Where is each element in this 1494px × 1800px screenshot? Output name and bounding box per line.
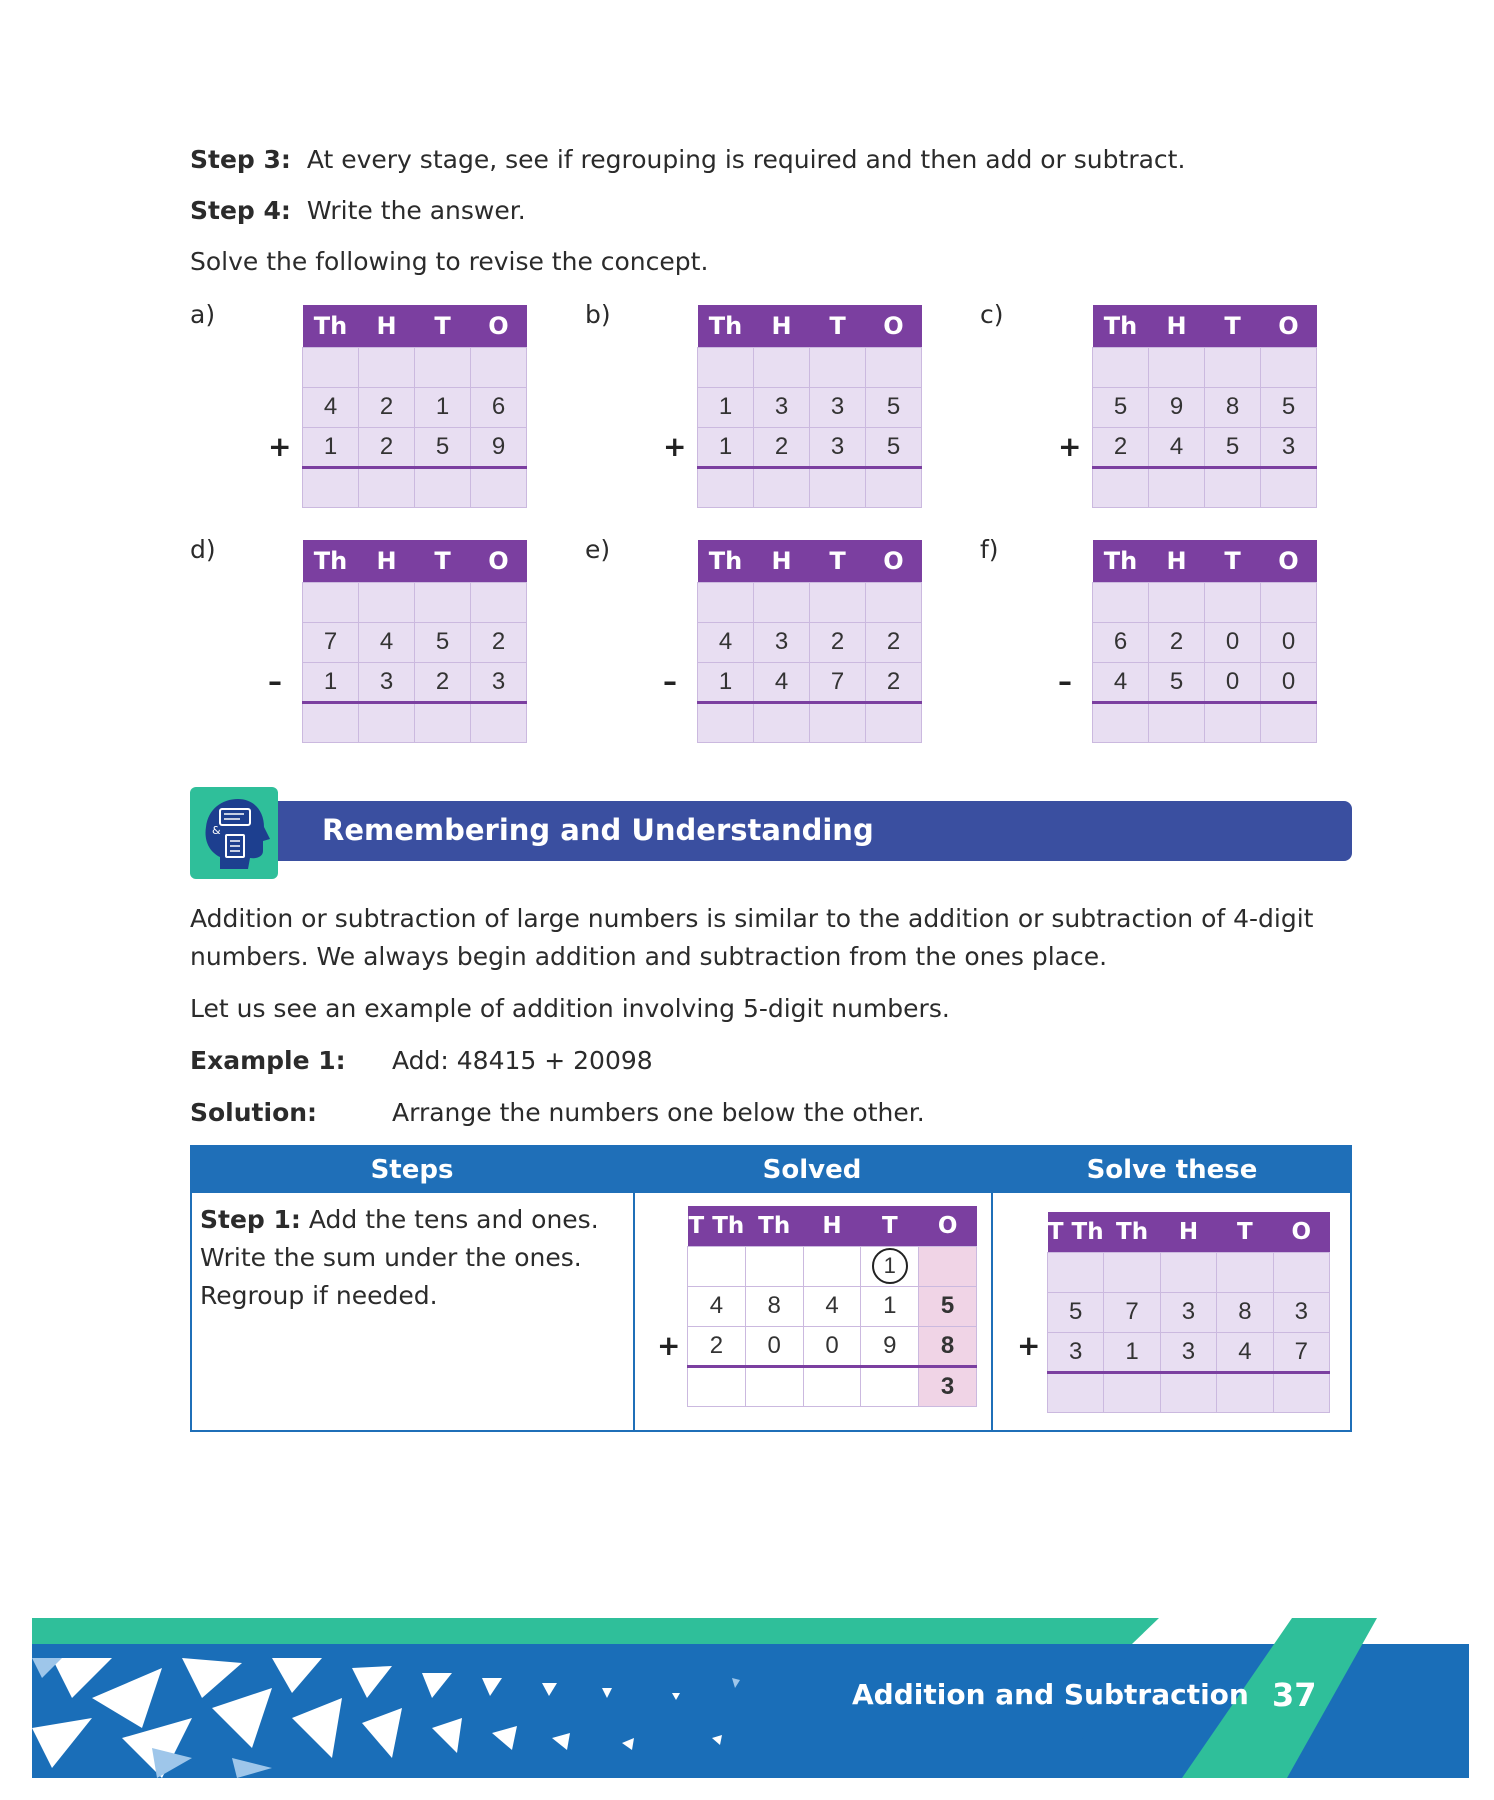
digit-cell: 2	[471, 622, 527, 662]
digit-cell: 1	[1104, 1332, 1160, 1372]
carry-cell[interactable]	[1261, 582, 1317, 622]
carry-cell[interactable]	[415, 347, 471, 387]
answer-cell[interactable]	[1048, 1372, 1104, 1412]
answer-row	[1048, 1372, 1330, 1412]
minus-sign: –	[1058, 665, 1072, 698]
answer-row	[698, 702, 922, 742]
carry-row	[1093, 582, 1317, 622]
answer-cell	[688, 1366, 746, 1406]
answer-cell[interactable]	[1149, 467, 1205, 507]
section-banner	[240, 801, 1352, 861]
pv-header-cell: T	[415, 305, 471, 347]
digit-cell: 1	[861, 1286, 919, 1326]
digit-cell: 5	[919, 1286, 977, 1326]
header-steps: Steps	[370, 1155, 454, 1185]
answer-row	[303, 702, 527, 742]
addend-row-1	[688, 1286, 977, 1326]
exercise-label: c)	[980, 300, 1004, 329]
pv-header-cell: O	[1261, 540, 1317, 582]
carry-cell[interactable]	[810, 347, 866, 387]
digit-cell: 4	[803, 1286, 861, 1326]
digit-row	[303, 387, 527, 427]
pv-header-cell: O	[1261, 305, 1317, 347]
digit-cell: 5	[415, 622, 471, 662]
digit-row	[303, 662, 527, 702]
page-footer	[32, 1618, 1469, 1778]
carry-cell[interactable]	[1261, 347, 1317, 387]
digit-row	[1093, 387, 1317, 427]
answer-cell[interactable]	[359, 467, 415, 507]
digit-cell: 5	[1149, 662, 1205, 702]
steps-table-header	[192, 1147, 1350, 1193]
carry-digit: 1	[872, 1248, 908, 1284]
digit-row	[698, 427, 922, 467]
example-line	[190, 1046, 346, 1075]
carry-cell[interactable]	[471, 347, 527, 387]
para1-line1: Addition or subtraction of large numbers is similar to the addition or subtraction of 4-digit	[190, 904, 1314, 933]
digit-cell: 4	[359, 622, 415, 662]
pv-header-cell: H	[754, 540, 810, 582]
answer-cell[interactable]	[754, 467, 810, 507]
step3-line	[190, 145, 1185, 174]
answer-cell	[803, 1366, 861, 1406]
digit-cell: 7	[810, 662, 866, 702]
place-value-table	[1092, 305, 1317, 508]
pv-header-cell: T	[1205, 540, 1261, 582]
carry-cell[interactable]	[1093, 347, 1149, 387]
cell[interactable]	[1273, 1252, 1329, 1292]
answer-ones-cell: 3	[919, 1366, 977, 1406]
digit-cell: 4	[303, 387, 359, 427]
carry-cell[interactable]	[1093, 582, 1149, 622]
icon-ampersand: &	[212, 824, 221, 837]
digit-cell: 3	[471, 662, 527, 702]
digit-cell: 4	[698, 622, 754, 662]
carry-row	[303, 347, 527, 387]
exercise-label: e)	[585, 535, 611, 564]
plus-sign: +	[1058, 430, 1082, 463]
pv-header-cell: T	[810, 305, 866, 347]
carry-cell[interactable]	[866, 347, 922, 387]
pv-header-cell: Th	[698, 540, 754, 582]
digit-cell: 5	[866, 387, 922, 427]
step3-text: At every stage, see if regrouping is required and then add or subtract.	[306, 145, 1186, 174]
digit-cell: 2	[359, 427, 415, 467]
para1-line2: numbers. We always begin addition and subtraction from the ones place.	[190, 942, 1108, 971]
answer-row	[1093, 702, 1317, 742]
digit-cell: 0	[1205, 662, 1261, 702]
digit-row	[698, 387, 922, 427]
header-th: Th	[745, 1206, 803, 1246]
answer-cell[interactable]	[415, 702, 471, 742]
cell	[803, 1246, 861, 1286]
pv-header-cell: H	[359, 540, 415, 582]
example-text: Add: 48415 + 20098	[392, 1046, 653, 1075]
pv-header-cell: H	[359, 305, 415, 347]
cell[interactable]	[1217, 1252, 1273, 1292]
step1-label: Step 1:	[200, 1205, 301, 1234]
digit-cell: 2	[866, 622, 922, 662]
carry-cell[interactable]	[1205, 347, 1261, 387]
pv-header-row	[1048, 1212, 1330, 1252]
carry-cell[interactable]	[359, 582, 415, 622]
answer-cell[interactable]	[471, 702, 527, 742]
exercise-label: f)	[980, 535, 999, 564]
cell	[919, 1246, 977, 1286]
carry-cell[interactable]	[698, 582, 754, 622]
answer-cell[interactable]	[1261, 702, 1317, 742]
digit-cell: 2	[810, 622, 866, 662]
revise-line: Solve the following to revise the concept.	[190, 247, 709, 276]
pv-header-row	[303, 540, 527, 582]
pv-header-cell: O	[866, 540, 922, 582]
footer-chapter-title: Addition and Subtraction	[852, 1678, 1249, 1711]
pv-header-row	[303, 305, 527, 347]
place-value-table	[302, 540, 527, 743]
digit-cell: 0	[1261, 622, 1317, 662]
pv-header-row	[688, 1206, 977, 1246]
answer-cell[interactable]	[754, 702, 810, 742]
digit-cell: 0	[1261, 662, 1317, 702]
page-number: 37	[1272, 1676, 1317, 1714]
cell[interactable]	[1104, 1252, 1160, 1292]
step4-text: Write the answer.	[306, 196, 526, 225]
carry-cell[interactable]	[1149, 347, 1205, 387]
column-divider	[991, 1193, 993, 1432]
answer-cell[interactable]	[303, 467, 359, 507]
answer-row	[1093, 467, 1317, 507]
pv-header-cell: Th	[1093, 540, 1149, 582]
header-tth: T Th	[688, 1206, 746, 1246]
header-solved: Solved	[762, 1155, 862, 1185]
carry-row	[688, 1246, 977, 1286]
header-t: T	[861, 1206, 919, 1246]
pv-header-cell: Th	[1093, 305, 1149, 347]
carry-cell	[861, 1246, 919, 1286]
solution-text: Arrange the numbers one below the other.	[392, 1098, 925, 1127]
digit-cell: 4	[688, 1286, 746, 1326]
pv-header-cell: H	[1149, 305, 1205, 347]
answer-cell[interactable]	[810, 702, 866, 742]
answer-cell[interactable]	[1205, 467, 1261, 507]
pv-header-row	[1093, 305, 1317, 347]
carry-cell[interactable]	[1149, 582, 1205, 622]
para2: Let us see an example of addition involving 5-digit numbers.	[190, 994, 950, 1023]
digit-cell: 5	[1048, 1292, 1104, 1332]
exercise-label: d)	[190, 535, 216, 564]
header-h: H	[803, 1206, 861, 1246]
minus-sign: –	[268, 665, 282, 698]
answer-cell[interactable]	[1093, 702, 1149, 742]
digit-cell: 5	[1093, 387, 1149, 427]
digit-cell: 3	[1261, 427, 1317, 467]
answer-cell[interactable]	[866, 467, 922, 507]
plus-sign: +	[657, 1329, 681, 1362]
carry-cell[interactable]	[359, 347, 415, 387]
digit-cell: 5	[866, 427, 922, 467]
answer-cell[interactable]	[866, 702, 922, 742]
place-value-table	[302, 305, 527, 508]
carry-row	[698, 582, 922, 622]
pv-header-row	[1093, 540, 1317, 582]
carry-cell[interactable]	[754, 582, 810, 622]
answer-cell[interactable]	[1205, 702, 1261, 742]
answer-row	[698, 467, 922, 507]
digit-cell: 1	[698, 387, 754, 427]
plus-sign: +	[1017, 1329, 1041, 1362]
pv-header-cell: O	[866, 305, 922, 347]
digit-cell: 3	[1160, 1332, 1216, 1372]
digit-cell: 6	[1093, 622, 1149, 662]
cell[interactable]	[1160, 1252, 1216, 1292]
answer-cell[interactable]	[1160, 1372, 1216, 1412]
pv-header-cell: T	[415, 540, 471, 582]
digit-cell: 3	[754, 622, 810, 662]
pv-header-row	[698, 305, 922, 347]
addend-row-2	[1048, 1332, 1330, 1372]
answer-cell[interactable]	[1093, 467, 1149, 507]
addend-row-2	[688, 1326, 977, 1366]
digit-cell: 3	[1048, 1332, 1104, 1372]
digit-cell: 5	[1261, 387, 1317, 427]
digit-cell: 2	[866, 662, 922, 702]
digit-cell: 7	[1104, 1292, 1160, 1332]
carry-cell[interactable]	[754, 347, 810, 387]
answer-cell[interactable]	[698, 702, 754, 742]
digit-cell: 1	[303, 427, 359, 467]
plus-sign: +	[663, 430, 687, 463]
answer-cell[interactable]	[415, 467, 471, 507]
digit-cell: 2	[1149, 622, 1205, 662]
digit-cell: 3	[810, 387, 866, 427]
digit-row	[303, 622, 527, 662]
carry-cell[interactable]	[698, 347, 754, 387]
steps-table	[190, 1145, 1352, 1432]
digit-cell: 2	[754, 427, 810, 467]
digit-cell: 8	[919, 1326, 977, 1366]
digit-cell: 3	[1160, 1292, 1216, 1332]
column-divider	[633, 1193, 635, 1432]
footer-pattern	[32, 1618, 1469, 1778]
digit-cell: 7	[303, 622, 359, 662]
step4-line	[190, 196, 526, 225]
answer-cell[interactable]	[1149, 702, 1205, 742]
digit-cell: 4	[1217, 1332, 1273, 1372]
carry-cell[interactable]	[471, 582, 527, 622]
carry-row	[303, 582, 527, 622]
digit-cell: 3	[359, 662, 415, 702]
answer-cell[interactable]	[810, 467, 866, 507]
digit-cell: 1	[303, 662, 359, 702]
minus-sign: –	[663, 665, 677, 698]
digit-cell: 0	[745, 1326, 803, 1366]
addend-row-1	[1048, 1292, 1330, 1332]
digit-cell: 5	[1205, 427, 1261, 467]
carry-cell[interactable]	[1205, 582, 1261, 622]
digit-cell: 4	[1093, 662, 1149, 702]
digit-cell: 0	[1205, 622, 1261, 662]
digit-row	[1093, 622, 1317, 662]
cell[interactable]	[1048, 1252, 1104, 1292]
pv-header-cell: T	[810, 540, 866, 582]
digit-cell: 7	[1273, 1332, 1329, 1372]
digit-row	[1093, 662, 1317, 702]
step3-label: Step 3:	[190, 145, 291, 174]
pv-header-cell: O	[471, 540, 527, 582]
cell	[745, 1246, 803, 1286]
header-tth: T Th	[1048, 1212, 1104, 1252]
answer-cell[interactable]	[359, 702, 415, 742]
pv-header-row	[698, 540, 922, 582]
step1-line1: Add the tens and ones.	[308, 1205, 599, 1234]
digit-cell: 2	[415, 662, 471, 702]
cell	[688, 1246, 746, 1286]
digit-cell: 3	[810, 427, 866, 467]
place-value-table	[1092, 540, 1317, 743]
answer-row	[303, 467, 527, 507]
digit-row	[698, 622, 922, 662]
header-o: O	[1273, 1212, 1329, 1252]
header-t: T	[1217, 1212, 1273, 1252]
pv-header-cell: Th	[303, 540, 359, 582]
exercise-label: b)	[585, 300, 611, 329]
step1-line3: Regroup if needed.	[200, 1281, 438, 1310]
digit-cell: 2	[359, 387, 415, 427]
pv-header-cell: H	[754, 305, 810, 347]
digit-cell: 8	[1217, 1292, 1273, 1332]
answer-row	[688, 1366, 977, 1406]
solution-label: Solution:	[190, 1098, 318, 1127]
answer-cell[interactable]	[1261, 467, 1317, 507]
thinking-head-icon	[190, 787, 278, 879]
digit-cell: 0	[803, 1326, 861, 1366]
digit-row	[303, 427, 527, 467]
header-h: H	[1160, 1212, 1216, 1252]
digit-cell: 3	[1273, 1292, 1329, 1332]
digit-cell: 5	[415, 427, 471, 467]
carry-cell[interactable]	[303, 347, 359, 387]
solved-place-value-table	[687, 1206, 977, 1407]
digit-cell: 8	[745, 1286, 803, 1326]
digit-cell: 1	[415, 387, 471, 427]
header-solve-these: Solve these	[1086, 1155, 1258, 1185]
place-value-table	[697, 540, 922, 743]
answer-cell	[745, 1366, 803, 1406]
header-th: Th	[1104, 1212, 1160, 1252]
answer-cell[interactable]	[698, 467, 754, 507]
pv-header-cell: Th	[698, 305, 754, 347]
digit-cell: 3	[754, 387, 810, 427]
digit-cell: 1	[698, 662, 754, 702]
carry-cell[interactable]	[303, 582, 359, 622]
example-label: Example 1:	[190, 1046, 346, 1075]
answer-cell[interactable]	[1104, 1372, 1160, 1412]
pv-header-cell: T	[1205, 305, 1261, 347]
pv-header-cell: H	[1149, 540, 1205, 582]
digit-cell: 8	[1205, 387, 1261, 427]
answer-cell[interactable]	[303, 702, 359, 742]
exercise-label: a)	[190, 300, 216, 329]
solve-place-value-table	[1047, 1212, 1330, 1413]
answer-cell	[861, 1366, 919, 1406]
digit-cell: 9	[471, 427, 527, 467]
digit-cell: 9	[1149, 387, 1205, 427]
digit-row	[1093, 427, 1317, 467]
answer-cell[interactable]	[1217, 1372, 1273, 1412]
step4-label: Step 4:	[190, 196, 291, 225]
solution-line	[190, 1098, 317, 1127]
pv-header-cell: Th	[303, 305, 359, 347]
plus-sign: +	[268, 430, 292, 463]
carry-row	[1093, 347, 1317, 387]
digit-cell: 4	[754, 662, 810, 702]
place-value-table	[697, 305, 922, 508]
digit-cell: 2	[1093, 427, 1149, 467]
answer-cell[interactable]	[471, 467, 527, 507]
step1-text	[200, 1201, 599, 1315]
header-o: O	[919, 1206, 977, 1246]
carry-row	[698, 347, 922, 387]
answer-cell[interactable]	[1273, 1372, 1329, 1412]
carry-cell[interactable]	[866, 582, 922, 622]
step1-line2: Write the sum under the ones.	[200, 1243, 582, 1272]
carry-row	[1048, 1252, 1330, 1292]
digit-cell: 4	[1149, 427, 1205, 467]
digit-cell: 6	[471, 387, 527, 427]
digit-cell: 9	[861, 1326, 919, 1366]
pv-header-cell: O	[471, 305, 527, 347]
carry-cell[interactable]	[810, 582, 866, 622]
digit-row	[698, 662, 922, 702]
carry-cell[interactable]	[415, 582, 471, 622]
digit-cell: 1	[698, 427, 754, 467]
digit-cell: 2	[688, 1326, 746, 1366]
section-title: Remembering and Understanding	[322, 813, 874, 847]
